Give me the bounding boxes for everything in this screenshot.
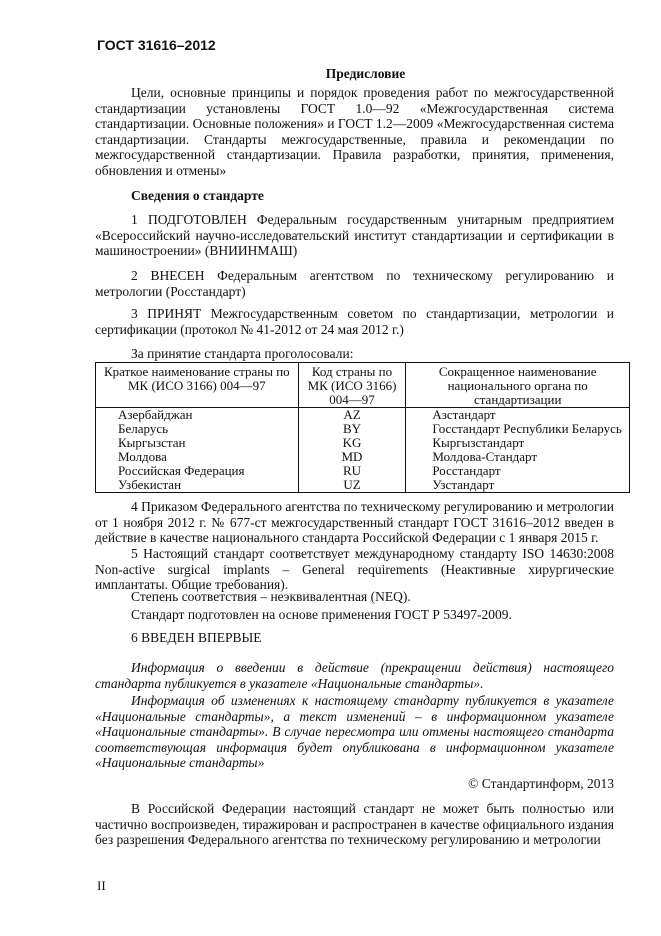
conformity-degree: Степень соответствия – неэквивалентная (NEQ). — [131, 589, 411, 604]
org-cell: Молдова-Стандарт — [406, 450, 630, 464]
country-cell: Узбекистан — [96, 478, 299, 493]
org-cell: Росстандарт — [406, 464, 630, 478]
info-item-4: 4 Приказом Федерального агентства по техническому регулированию и метрологии от 1 ноября 2012 г. № 677-ст межгосударственный стандарт ГОСТ 31616–2012 введен в действие в качестве национального стандарта Российской Федерации с 1 января 2015 г. — [95, 499, 614, 546]
copyright: © Стандартинформ, 2013 — [468, 776, 614, 791]
table-row — [96, 450, 630, 464]
header-code: Код страны по МК (ИСО 3166) 004—97 — [298, 363, 406, 408]
table-row — [96, 478, 630, 493]
country-cell: Азербайджан — [96, 408, 299, 423]
standard-code-header: ГОСТ 31616–2012 — [97, 37, 216, 53]
header-org: Сокращенное наименование национального органа по стандартизации — [406, 363, 630, 408]
country-cell: Кыргызстан — [96, 436, 299, 450]
org-cell: Азстандарт — [406, 408, 630, 423]
vote-caption: За принятие стандарта проголосовали: — [131, 346, 354, 361]
org-cell: Кыргызстандарт — [406, 436, 630, 450]
info-item-2: 2 ВНЕСЕН Федеральным агентством по техническому регулированию и метрологии (Росстандарт) — [95, 268, 614, 299]
org-cell: Госстандарт Республики Беларусь — [406, 422, 630, 436]
country-cell: Молдова — [96, 450, 299, 464]
notice-changes: Информация об изменениях к настоящему стандарту публикуется в указателе «Национальные стандарты», а текст изменений – в информационном указателе «Национальные стандарты». В случае пересмотра или отмены настоящего стандарта соответствующая информация будет опубликована в информационном указателе «Национальные стандарты» — [95, 693, 614, 771]
info-item-6: 6 ВВЕДЕН ВПЕРВЫЕ — [131, 630, 262, 645]
code-cell: BY — [298, 422, 406, 436]
code-cell: KG — [298, 436, 406, 450]
code-cell: UZ — [298, 478, 406, 493]
preface-intro: Цели, основные принципы и порядок проведения работ по межгосударственной стандартизации установлены ГОСТ 1.0—92 «Межгосударственная система стандартизации. Основные положения» и ГОСТ 1.2—2009 «Межгосударственная система стандартизации. Стандарты межгосударственные, правила и рекомендации по межгосударственной стандартизации. Правила разработки, принятия, применения, обновления и отмены» — [95, 85, 614, 178]
info-item-5: 5 Настоящий стандарт соответствует международному стандарту ISO 14630:2008 Non-active surgical implants – General requirements (Неактивные хирургические имплантаты. Общие требования). — [95, 546, 614, 593]
restriction-notice: В Российской Федерации настоящий стандарт не может быть полностью или частично воспроизведен, тиражирован и распространен в качестве официального издания без разрешения Федерального агентства по техническому регулированию и метрологии — [95, 801, 614, 848]
table-row — [96, 422, 630, 436]
org-cell: Узстандарт — [406, 478, 630, 493]
table-row — [96, 408, 630, 423]
page-number: II — [97, 878, 106, 893]
vote-table — [95, 362, 630, 493]
preface-title: Предисловие — [325, 66, 406, 81]
info-item-1: 1 ПОДГОТОВЛЕН Федеральным государственным унитарным предприятием «Всероссийский научно-исследовательский институт стандартизации и сертификации в машиностроении» (ВНИИНМАШ) — [95, 212, 614, 259]
standard-basis: Стандарт подготовлен на основе применения ГОСТ Р 53497-2009. — [131, 607, 512, 622]
table-row — [96, 436, 630, 450]
country-cell: Беларусь — [96, 422, 299, 436]
country-cell: Российская Федерация — [96, 464, 299, 478]
code-cell: RU — [298, 464, 406, 478]
info-item-3: 3 ПРИНЯТ Межгосударственным советом по стандартизации, метрологии и сертификации (протокол № 41-2012 от 24 мая 2012 г.) — [95, 306, 614, 337]
vote-table-header-row — [96, 363, 630, 408]
header-country: Краткое наименование страны по МК (ИСО 3166) 004—97 — [96, 363, 299, 408]
code-cell: MD — [298, 450, 406, 464]
notice-introduction: Информация о введении в действие (прекращении действия) настоящего стандарта публикуется в указателе «Национальные стандарты». — [95, 660, 614, 691]
info-heading: Сведения о стандарте — [131, 188, 264, 203]
code-cell: AZ — [298, 408, 406, 423]
table-row — [96, 464, 630, 478]
